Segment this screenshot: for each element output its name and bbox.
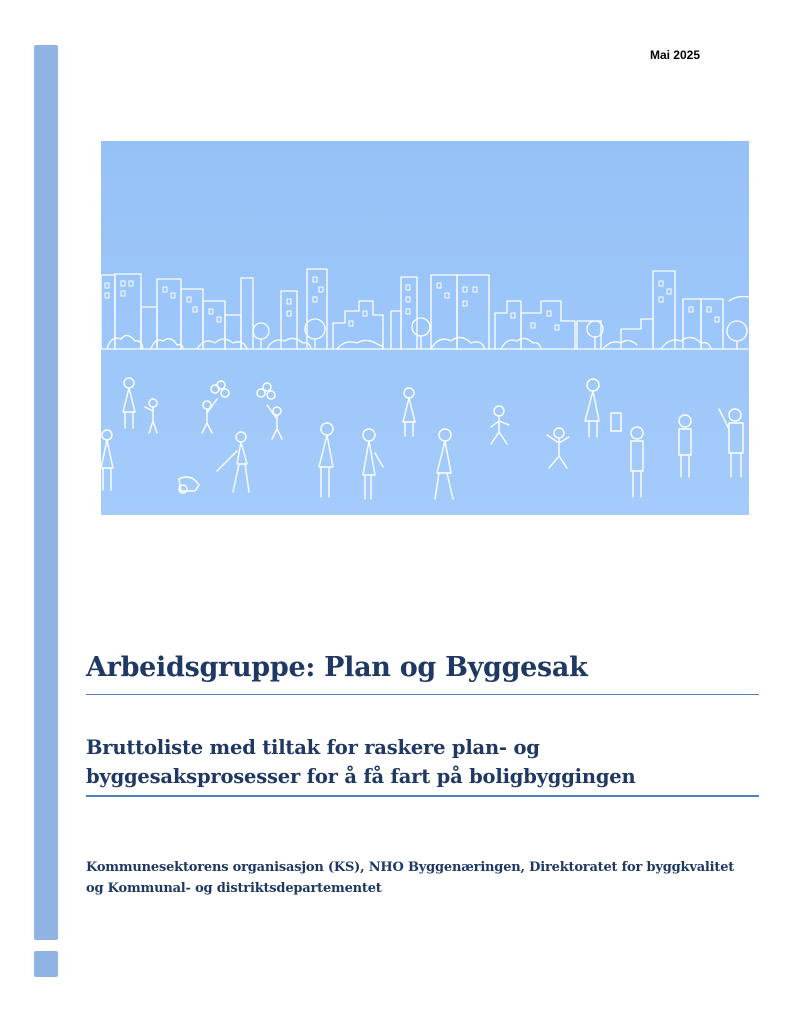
- subtitle-line-1: Bruttoliste med tiltak for raskere plan- og: [86, 736, 540, 759]
- authors-line-2: og Kommunal- og distriktsdepartementet: [86, 881, 382, 896]
- title-divider: [86, 694, 759, 695]
- authors-block: [86, 857, 776, 899]
- decorative-side-bar: [34, 45, 58, 940]
- subtitle-divider: [86, 795, 759, 797]
- page-title: Arbeidsgruppe: Plan og Byggesak: [86, 652, 588, 683]
- decorative-side-square: [34, 951, 58, 977]
- document-subtitle: [86, 733, 759, 791]
- city-skyline-illustration: [101, 141, 749, 515]
- authors-line-1: Kommunesektorens organisasjon (KS), NHO Byggenæringen, Direktoratet for byggkvalitet: [86, 860, 735, 875]
- publication-date: Mai 2025: [649, 48, 700, 62]
- cover-illustration: [101, 141, 749, 515]
- subtitle-line-2: byggesaksprosesser for å få fart på boligbyggingen: [86, 765, 636, 788]
